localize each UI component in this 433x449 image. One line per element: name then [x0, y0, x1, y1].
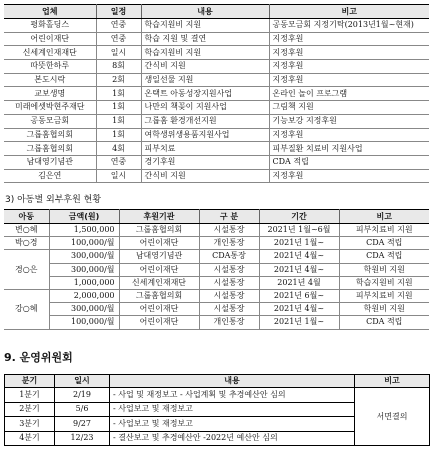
amount-cell: 100,000/월 [49, 237, 119, 250]
content-cell: 학습지원비 지원 [141, 19, 269, 33]
schedule-cell: 2회 [96, 73, 141, 87]
sponsor-cell: 그룹홈협의회 [119, 224, 199, 237]
table-row [4, 32, 429, 46]
remark-cell: 서면결의 [355, 388, 430, 446]
table-row [4, 155, 429, 169]
table-row [4, 142, 429, 156]
schedule-cell: 일시 [96, 46, 141, 60]
type-cell: 시설통장 [199, 289, 259, 302]
company-cell: 따뜻한하루 [4, 60, 96, 74]
sponsor-cell: 어린이재단 [119, 303, 199, 316]
period-cell: 2021년 4월 [259, 276, 339, 289]
company-cell: 미래에셋박현주재단 [4, 101, 96, 115]
table-row [4, 224, 429, 237]
header-quarter: 분기 [5, 375, 55, 388]
company-cell: 어린이재단 [4, 32, 96, 46]
period-cell: 2021년 1월~ [259, 316, 339, 329]
schedule-cell: 4회 [96, 142, 141, 156]
schedule-cell: 연중 [96, 32, 141, 46]
header-content: 내용 [110, 375, 355, 388]
header-type: 구 분 [199, 210, 259, 224]
remark-cell: 온라인 놀이 프로그램 [269, 87, 429, 101]
company-cell: 그룹홈협의회 [4, 142, 96, 156]
quarter-cell: 3분기 [5, 417, 55, 432]
child-name-cell: 경○은 [4, 250, 49, 290]
period-cell: 2021년 4월~ [259, 263, 339, 276]
remark-cell: CDA 적립 [269, 155, 429, 169]
company-cell: 남대영기념관 [4, 155, 96, 169]
amount-cell: 300,000/월 [49, 263, 119, 276]
remark-cell: 지정후원 [269, 169, 429, 183]
amount-cell: 1,500,000 [49, 224, 119, 237]
date-cell: 12/23 [55, 431, 110, 446]
table-row [4, 263, 429, 276]
remark-cell: 지정후원 [269, 32, 429, 46]
table-row [4, 289, 429, 302]
schedule-cell: 1회 [96, 101, 141, 115]
schedule-cell: 1회 [96, 87, 141, 101]
company-cell: 그룹홈협의회 [4, 128, 96, 142]
period-cell: 2021년 1월~6월 [259, 224, 339, 237]
sponsor-cell: 어린이재단 [119, 237, 199, 250]
company-cell: 본도시락 [4, 73, 96, 87]
amount-cell: 1,000,000 [49, 276, 119, 289]
content-cell: - 사업 및 재정보고 - 사업계획 및 추경예산안 심의 [110, 388, 355, 403]
child-sponsorship-table [4, 209, 429, 330]
company-cell: 김은연 [4, 169, 96, 183]
type-cell: 시설통장 [199, 224, 259, 237]
content-cell: 학습 지원 및 결연 [141, 32, 269, 46]
content-cell: 그룹홈 환경개선지원 [141, 114, 269, 128]
type-cell: 시설통장 [199, 263, 259, 276]
table-row [5, 388, 430, 403]
child-name-cell: 강○혜 [4, 289, 49, 329]
header-remark: 비고 [269, 5, 429, 19]
remark-cell: 공동모금회 지정기탁(2013년1월~현재) [269, 19, 429, 33]
schedule-cell: 8회 [96, 60, 141, 74]
type-cell: CDA통장 [199, 250, 259, 263]
company-cell: 신세계인재재단 [4, 46, 96, 60]
note-cell: 피부치료비 지원 [339, 224, 429, 237]
committee-table [4, 374, 430, 446]
remark-cell: 그림책 지원 [269, 101, 429, 115]
table-row [4, 276, 429, 289]
quarter-cell: 1분기 [5, 388, 55, 403]
schedule-cell: 1회 [96, 128, 141, 142]
note-cell: CDA 적립 [339, 237, 429, 250]
type-cell: 개인통장 [199, 237, 259, 250]
schedule-cell: 연중 [96, 155, 141, 169]
period-cell: 2021년 6월~ [259, 289, 339, 302]
remark-cell: 지정후원 [269, 46, 429, 60]
section-9-title: 9. 운영위원회 [4, 351, 73, 364]
date-cell: 5/6 [55, 402, 110, 417]
committee-table-header [5, 375, 430, 388]
note-cell: 학습지원비 지원 [339, 276, 429, 289]
table-row [4, 114, 429, 128]
quarter-cell: 4분기 [5, 431, 55, 446]
amount-cell: 300,000/월 [49, 303, 119, 316]
content-cell: 나만의 책꽂이 지원사업 [141, 101, 269, 115]
table-row [4, 316, 429, 329]
header-content: 내용 [141, 5, 269, 19]
period-cell: 2021년 4월~ [259, 250, 339, 263]
sponsor-cell: 어린이재단 [119, 263, 199, 276]
header-company: 업체 [4, 5, 96, 19]
sponsor-table [4, 4, 429, 183]
remark-cell: 기능보강 지정후원 [269, 114, 429, 128]
remark-cell: 지정후원 [269, 60, 429, 74]
header-date: 일시 [55, 375, 110, 388]
sponsor-cell: 그룹홈협의회 [119, 289, 199, 302]
schedule-cell: 일시 [96, 169, 141, 183]
schedule-cell: 1회 [96, 114, 141, 128]
content-cell: 학습지원비 지원 [141, 46, 269, 60]
note-cell: CDA 적립 [339, 316, 429, 329]
table-row [4, 73, 429, 87]
content-cell: 간식비 지원 [141, 60, 269, 74]
table-row [4, 87, 429, 101]
company-cell: 공동모금회 [4, 114, 96, 128]
type-cell: 시설통장 [199, 276, 259, 289]
table-row [4, 303, 429, 316]
header-amount: 금액(원) [49, 210, 119, 224]
note-cell: 학원비 지원 [339, 303, 429, 316]
table-row [4, 46, 429, 60]
note-cell: 학원비 지원 [339, 263, 429, 276]
sponsor-cell: 어린이재단 [119, 316, 199, 329]
period-cell: 2021년 4월~ [259, 303, 339, 316]
content-cell: 온택트 아동성장지원사업 [141, 87, 269, 101]
content-cell: 경기후원 [141, 155, 269, 169]
child-name-cell: 변○혜 [4, 224, 49, 237]
note-cell: 피부치료비 지원 [339, 289, 429, 302]
sponsor-cell: 신세계인재재단 [119, 276, 199, 289]
content-cell: - 사업보고 및 재정보고 [110, 402, 355, 417]
remark-cell: 피부질환 치료비 지원사업 [269, 142, 429, 156]
table-row [4, 128, 429, 142]
section-3-title: 3) 아동별 외부후원 현황 [5, 195, 102, 205]
child-name-cell: 박○경 [4, 237, 49, 250]
schedule-cell: 연중 [96, 19, 141, 33]
content-cell: 여학생위생용품지원사업 [141, 128, 269, 142]
date-cell: 9/27 [55, 417, 110, 432]
type-cell: 시설통장 [199, 303, 259, 316]
period-cell: 2021년 1월~ [259, 237, 339, 250]
quarter-cell: 2분기 [5, 402, 55, 417]
company-cell: 교보생명 [4, 87, 96, 101]
table-row [4, 237, 429, 250]
header-child: 아동 [4, 210, 49, 224]
header-note: 비고 [339, 210, 429, 224]
content-cell: 간식비 지원 [141, 169, 269, 183]
amount-cell: 100,000/월 [49, 316, 119, 329]
header-period: 기간 [259, 210, 339, 224]
note-cell: CDA 적립 [339, 250, 429, 263]
sponsor-cell: 남대영기념관 [119, 250, 199, 263]
content-cell: 피부치료 [141, 142, 269, 156]
company-cell: 평화홀딩스 [4, 19, 96, 33]
content-cell: 생일선물 지원 [141, 73, 269, 87]
header-remark: 비고 [355, 375, 430, 388]
table-row [4, 19, 429, 33]
sponsor-table-header [4, 5, 429, 19]
date-cell: 2/19 [55, 388, 110, 403]
remark-cell: 지정후원 [269, 128, 429, 142]
header-schedule: 일정 [96, 5, 141, 19]
amount-cell: 2,000,000 [49, 289, 119, 302]
content-cell: - 사업보고 및 재정보고 [110, 417, 355, 432]
remark-cell: 지정후원 [269, 73, 429, 87]
table-row [4, 169, 429, 183]
table-row [4, 60, 429, 74]
table-row [4, 101, 429, 115]
child-table-header [4, 210, 429, 224]
amount-cell: 300,000/월 [49, 250, 119, 263]
content-cell: - 결산보고 및 추경예산안 -2022년 예산안 심의 [110, 431, 355, 446]
table-row [4, 250, 429, 263]
header-sponsor: 후원기관 [119, 210, 199, 224]
type-cell: 개인통장 [199, 316, 259, 329]
